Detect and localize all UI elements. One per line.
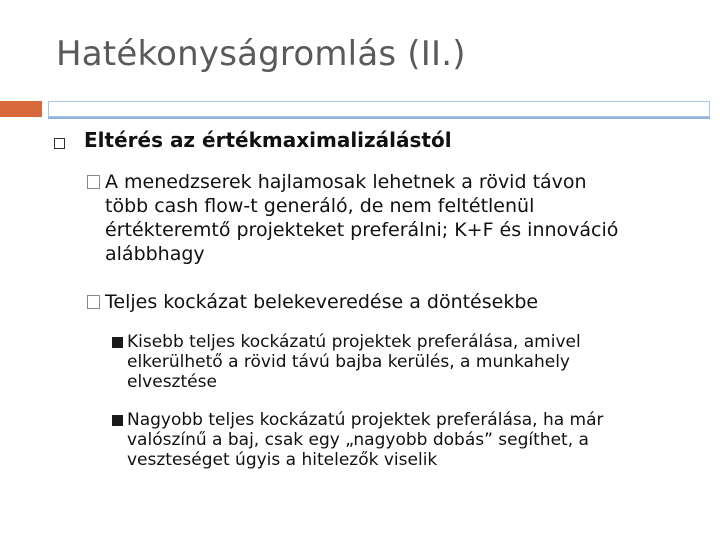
bullet-text-line: értékteremtő projekteket preferálni; K+F és innováció <box>105 219 619 241</box>
bullet-level1-text: Eltérés az értékmaximalizálástól <box>84 128 452 152</box>
title-accent-orange-bar <box>0 101 42 117</box>
slide-title: Hatékonyságromlás (II.) <box>56 34 466 74</box>
bullet-text-line: A menedzserek hajlamosak lehetnek a rövid távon <box>105 171 587 193</box>
bullet-text-line: elkerülhető a rövid távú bajba kerülés, a munkahely <box>127 352 570 372</box>
bullet-text-line: alábbhagy <box>105 243 205 265</box>
title-accent-blue-bar <box>48 101 710 117</box>
bullet-text-line: valószínű a baj, csak egy „nagyobb dobás” segíthet, a <box>127 430 589 450</box>
bullet-level2-item <box>87 170 697 266</box>
bullet-text-line: Kisebb teljes kockázatú projektek preferálása, amivel <box>127 332 581 352</box>
bullet-text-line: veszteséget úgyis a hitelezők viselik <box>127 450 438 470</box>
bullet-text-line: több cash flow-t generáló, de nem feltétlenül <box>105 195 535 217</box>
hollow-box-bullet-icon <box>87 175 100 189</box>
filled-square-bullet-icon <box>112 415 123 426</box>
title-divider-line <box>48 117 710 119</box>
bullet-text-line: elvesztése <box>127 372 217 392</box>
filled-square-bullet-icon <box>112 337 123 348</box>
bullet-level3-item <box>110 332 680 392</box>
bullet-text-line: Teljes kockázat belekeveredése a döntésekbe <box>105 291 539 313</box>
bullet-text-line: Nagyobb teljes kockázatú projektek preferálása, ha már <box>127 410 604 430</box>
hollow-square-bullet-icon <box>54 138 65 149</box>
hollow-box-bullet-icon <box>87 295 100 309</box>
bullet-level2-item <box>87 290 697 314</box>
bullet-level3-item <box>110 410 680 470</box>
